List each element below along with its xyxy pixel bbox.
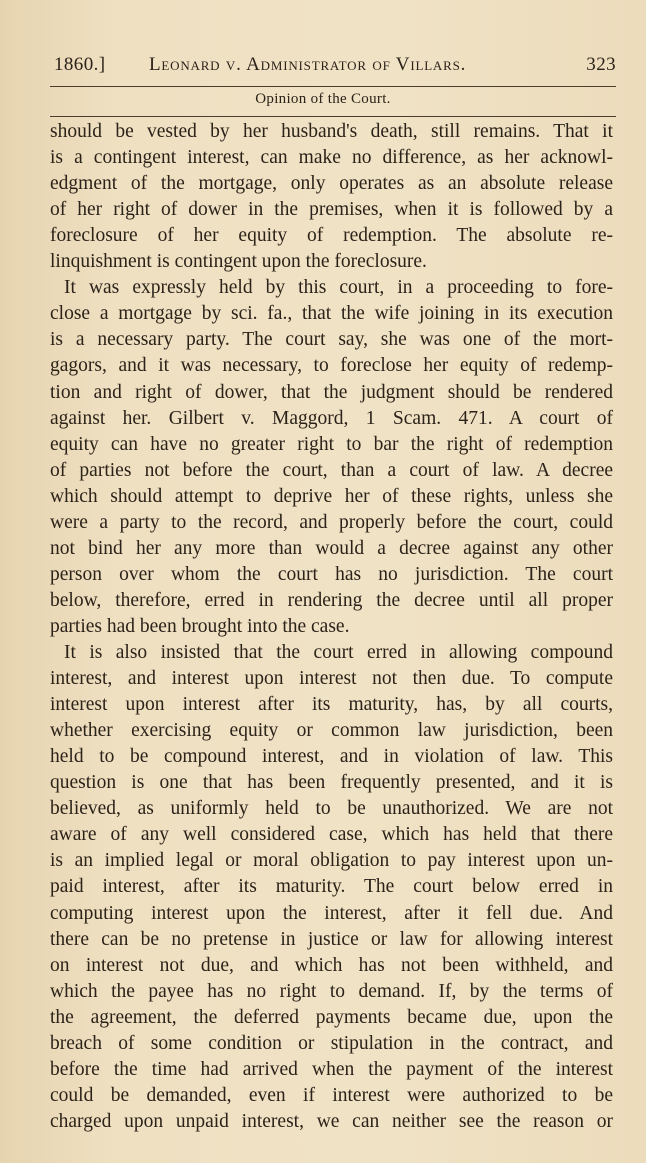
text-line: tion and right of dower, that the judgment should be rendered — [50, 381, 613, 403]
text-line: which the payee has no right to demand. If, by the terms of — [50, 980, 613, 1002]
text-line: there can be no pretense in justice or law for allowing interest — [50, 928, 613, 950]
text-line: It was expressly held by this court, in a proceeding to fore- — [64, 277, 613, 299]
text-line: interest upon interest after its maturity, has, by all courts, — [50, 694, 613, 716]
header-rule-bottom — [50, 116, 616, 117]
text-line: on interest not due, and which has not been withheld, and — [50, 954, 613, 976]
text-line: parties had been brought into the case. — [50, 615, 350, 637]
text-line: not bind her any more than would a decree against any other — [50, 537, 613, 559]
text-line: breach of some condition or stipulation in the contract, and — [50, 1032, 613, 1054]
running-head — [54, 54, 616, 84]
running-head-case-title: Leonard v. Administrator of Villars. — [149, 54, 467, 75]
text-line: interest, and interest upon interest not then due. To compute — [50, 668, 613, 690]
text-line: is an implied legal or moral obligation to pay interest upon un- — [50, 850, 613, 872]
text-line: linquishment is contingent upon the foreclosure. — [50, 251, 427, 273]
text-line: against her. Gilbert v. Maggord, 1 Scam. 471. A court of — [50, 407, 613, 429]
text-line: held to be compound interest, and in violation of law. This — [50, 746, 613, 768]
page-number: 323 — [586, 54, 616, 75]
text-line: paid interest, after its maturity. The court below erred in — [50, 876, 613, 898]
section-heading: Opinion of the Court. — [255, 91, 391, 107]
text-line: could be demanded, even if interest were authorized to be — [50, 1084, 613, 1106]
text-line: is a contingent interest, can make no difference, as her acknowl- — [50, 147, 613, 169]
text-line: of parties not before the court, than a court of law. A decree — [50, 459, 613, 481]
text-line: which should attempt to deprive her of these rights, unless she — [50, 485, 613, 507]
text-line: before the time had arrived when the payment of the interest — [50, 1058, 613, 1080]
text-line: It is also insisted that the court erred in allowing compound — [64, 642, 613, 663]
text-line: were a party to the record, and properly before the court, could — [50, 511, 613, 533]
text-line: foreclosure of her equity of redemption. The absolute re- — [50, 225, 613, 247]
text-line: aware of any well considered case, which has held that there — [50, 824, 613, 846]
text-line: equity can have no greater right to bar the right of redemption — [50, 433, 613, 455]
text-line: gagors, and it was necessary, to foreclose her equity of redemp- — [50, 355, 613, 377]
text-line: edgment of the mortgage, only operates as an absolute release — [50, 173, 613, 195]
text-line: the agreement, the deferred payments became due, upon the — [50, 1006, 613, 1028]
text-line: believed, as uniformly held to be unauthorized. We are not — [50, 798, 613, 820]
text-line: should be vested by her husband's death, still remains. That it — [50, 121, 613, 142]
text-line: computing interest upon the interest, after it fell due. And — [50, 902, 613, 924]
header-rule-top — [50, 86, 616, 87]
text-line: person over whom the court has no jurisdiction. The court — [50, 563, 613, 585]
text-line: close a mortgage by sci. fa., that the wife joining in its execution — [50, 303, 613, 325]
text-line: of her right of dower in the premises, when it is followed by a — [50, 199, 613, 221]
text-line: charged upon unpaid interest, we can neither see the reason or — [50, 1110, 613, 1132]
text-line: question is one that has been frequently presented, and it is — [50, 772, 613, 794]
running-head-year: 1860.] — [54, 54, 106, 75]
text-line: whether exercising equity or common law jurisdiction, been — [50, 720, 613, 742]
text-line: below, therefore, erred in rendering the decree until all proper — [50, 589, 613, 611]
text-line: is a necessary party. The court say, she was one of the mort- — [50, 329, 613, 351]
